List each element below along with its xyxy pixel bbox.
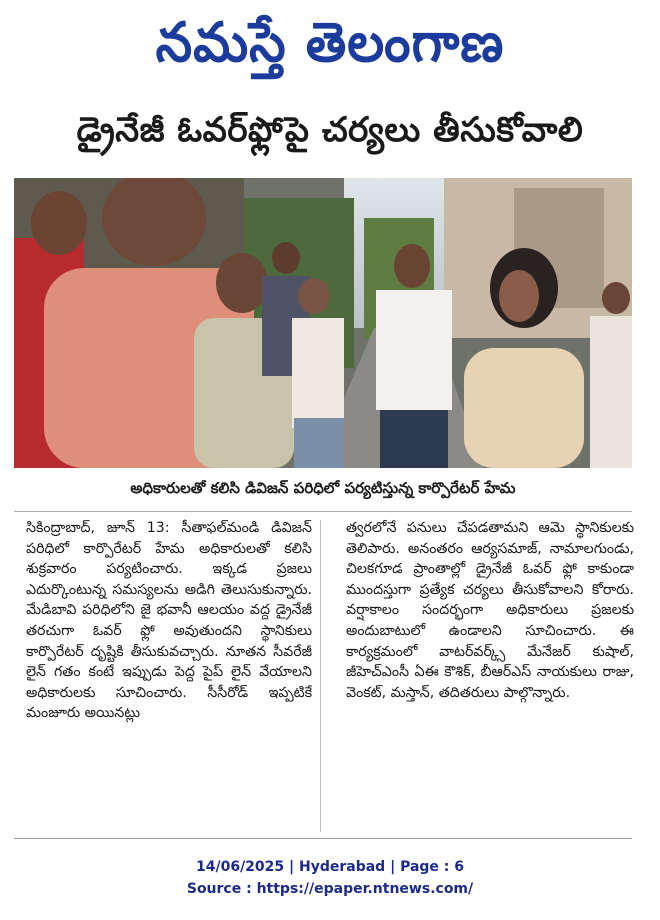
footer-source-link[interactable]: Source : https://epaper.ntnews.com/	[186, 881, 474, 897]
street-scene-photo	[14, 178, 632, 468]
column-divider	[320, 520, 321, 832]
photo-caption: అధికారులతో కలిసి డివిజన్ పరిధిలో పర్యటిస్తున్న కార్పొరేటర్ హేమ	[130, 478, 516, 497]
page-footer	[0, 856, 660, 900]
article-bottom-rule	[14, 838, 632, 839]
article-photo	[14, 178, 632, 468]
newspaper-masthead: నమస్తే తెలంగాణ	[155, 11, 505, 75]
photo-caption-bar	[14, 468, 632, 512]
article-paragraph: త్వరలోనే పనులు చేపడతామని ఆమె స్థానికులకు తెలిపారు. అనంతరం ఆర్యసమాజ్, నామాలగుండు, చిలకగూడ ప్రాంతాల్లో డ్రైనేజీ ఓవర్ ఫ్లో కాకుండా ముందస్తుగా ప్రత్యేక చర్యలు తీసుకోవాలని కోరారు. వర్షాకాలం సందర్భంగా అధికారులు ప్రజలకు అందుబాటులో ఉండాలని సూచించారు. ఈ కార్యక్రమంలో వాటర్‌వర్క్స్ మేనేజర్ కుషాల్, జీహెచ్‌ఎంసీ ఏఈ కౌశిక్, బీఆర్‌ఎస్ నాయకులు రాజు, వెంకట్, మస్తాన్, తదితరులు పాల్గొన్నారు.	[346, 520, 634, 701]
footer-dateline: 14/06/2025 | Hyderabad | Page : 6	[195, 859, 465, 875]
article-column-right	[346, 518, 634, 838]
article-paragraph: సికింద్రాబాద్, జూన్ 13: సీతాఫల్‌మండి డివిజన్ పరిధిలో కార్పొరేటర్ హేమ అధికారులతో కలిసి శుక్రవారం పర్యటించారు. ఇక్కడ ప్రజలు ఎదుర్కొంటున్న సమస్యలను అడిగి తెలుసుకున్నారు. మేడిబావి పరిధిలోని జై భవానీ ఆలయం వద్ద డ్రైనేజీ తరచుగా ఓవర్ ఫ్లో అవుతుందని స్థానికులు కార్పొరేటర్ దృష్టికి తీసుకువచ్చారు. నూతన సీవరేజీ లైన్ గతం కంటే ఇప్పుడు పెద్ద పైప్ లైన్ వేయాలని అధికారులకు సూచించారు. సీసీరోడ్ ఇప్పటికే మంజూరు అయినట్లు	[26, 520, 312, 722]
article-column-left	[26, 518, 312, 838]
article-body	[26, 518, 634, 838]
article-headline: డ్రైనేజీ ఓవర్‌ఫ్లోపై చర్యలు తీసుకోవాలి	[76, 110, 584, 150]
